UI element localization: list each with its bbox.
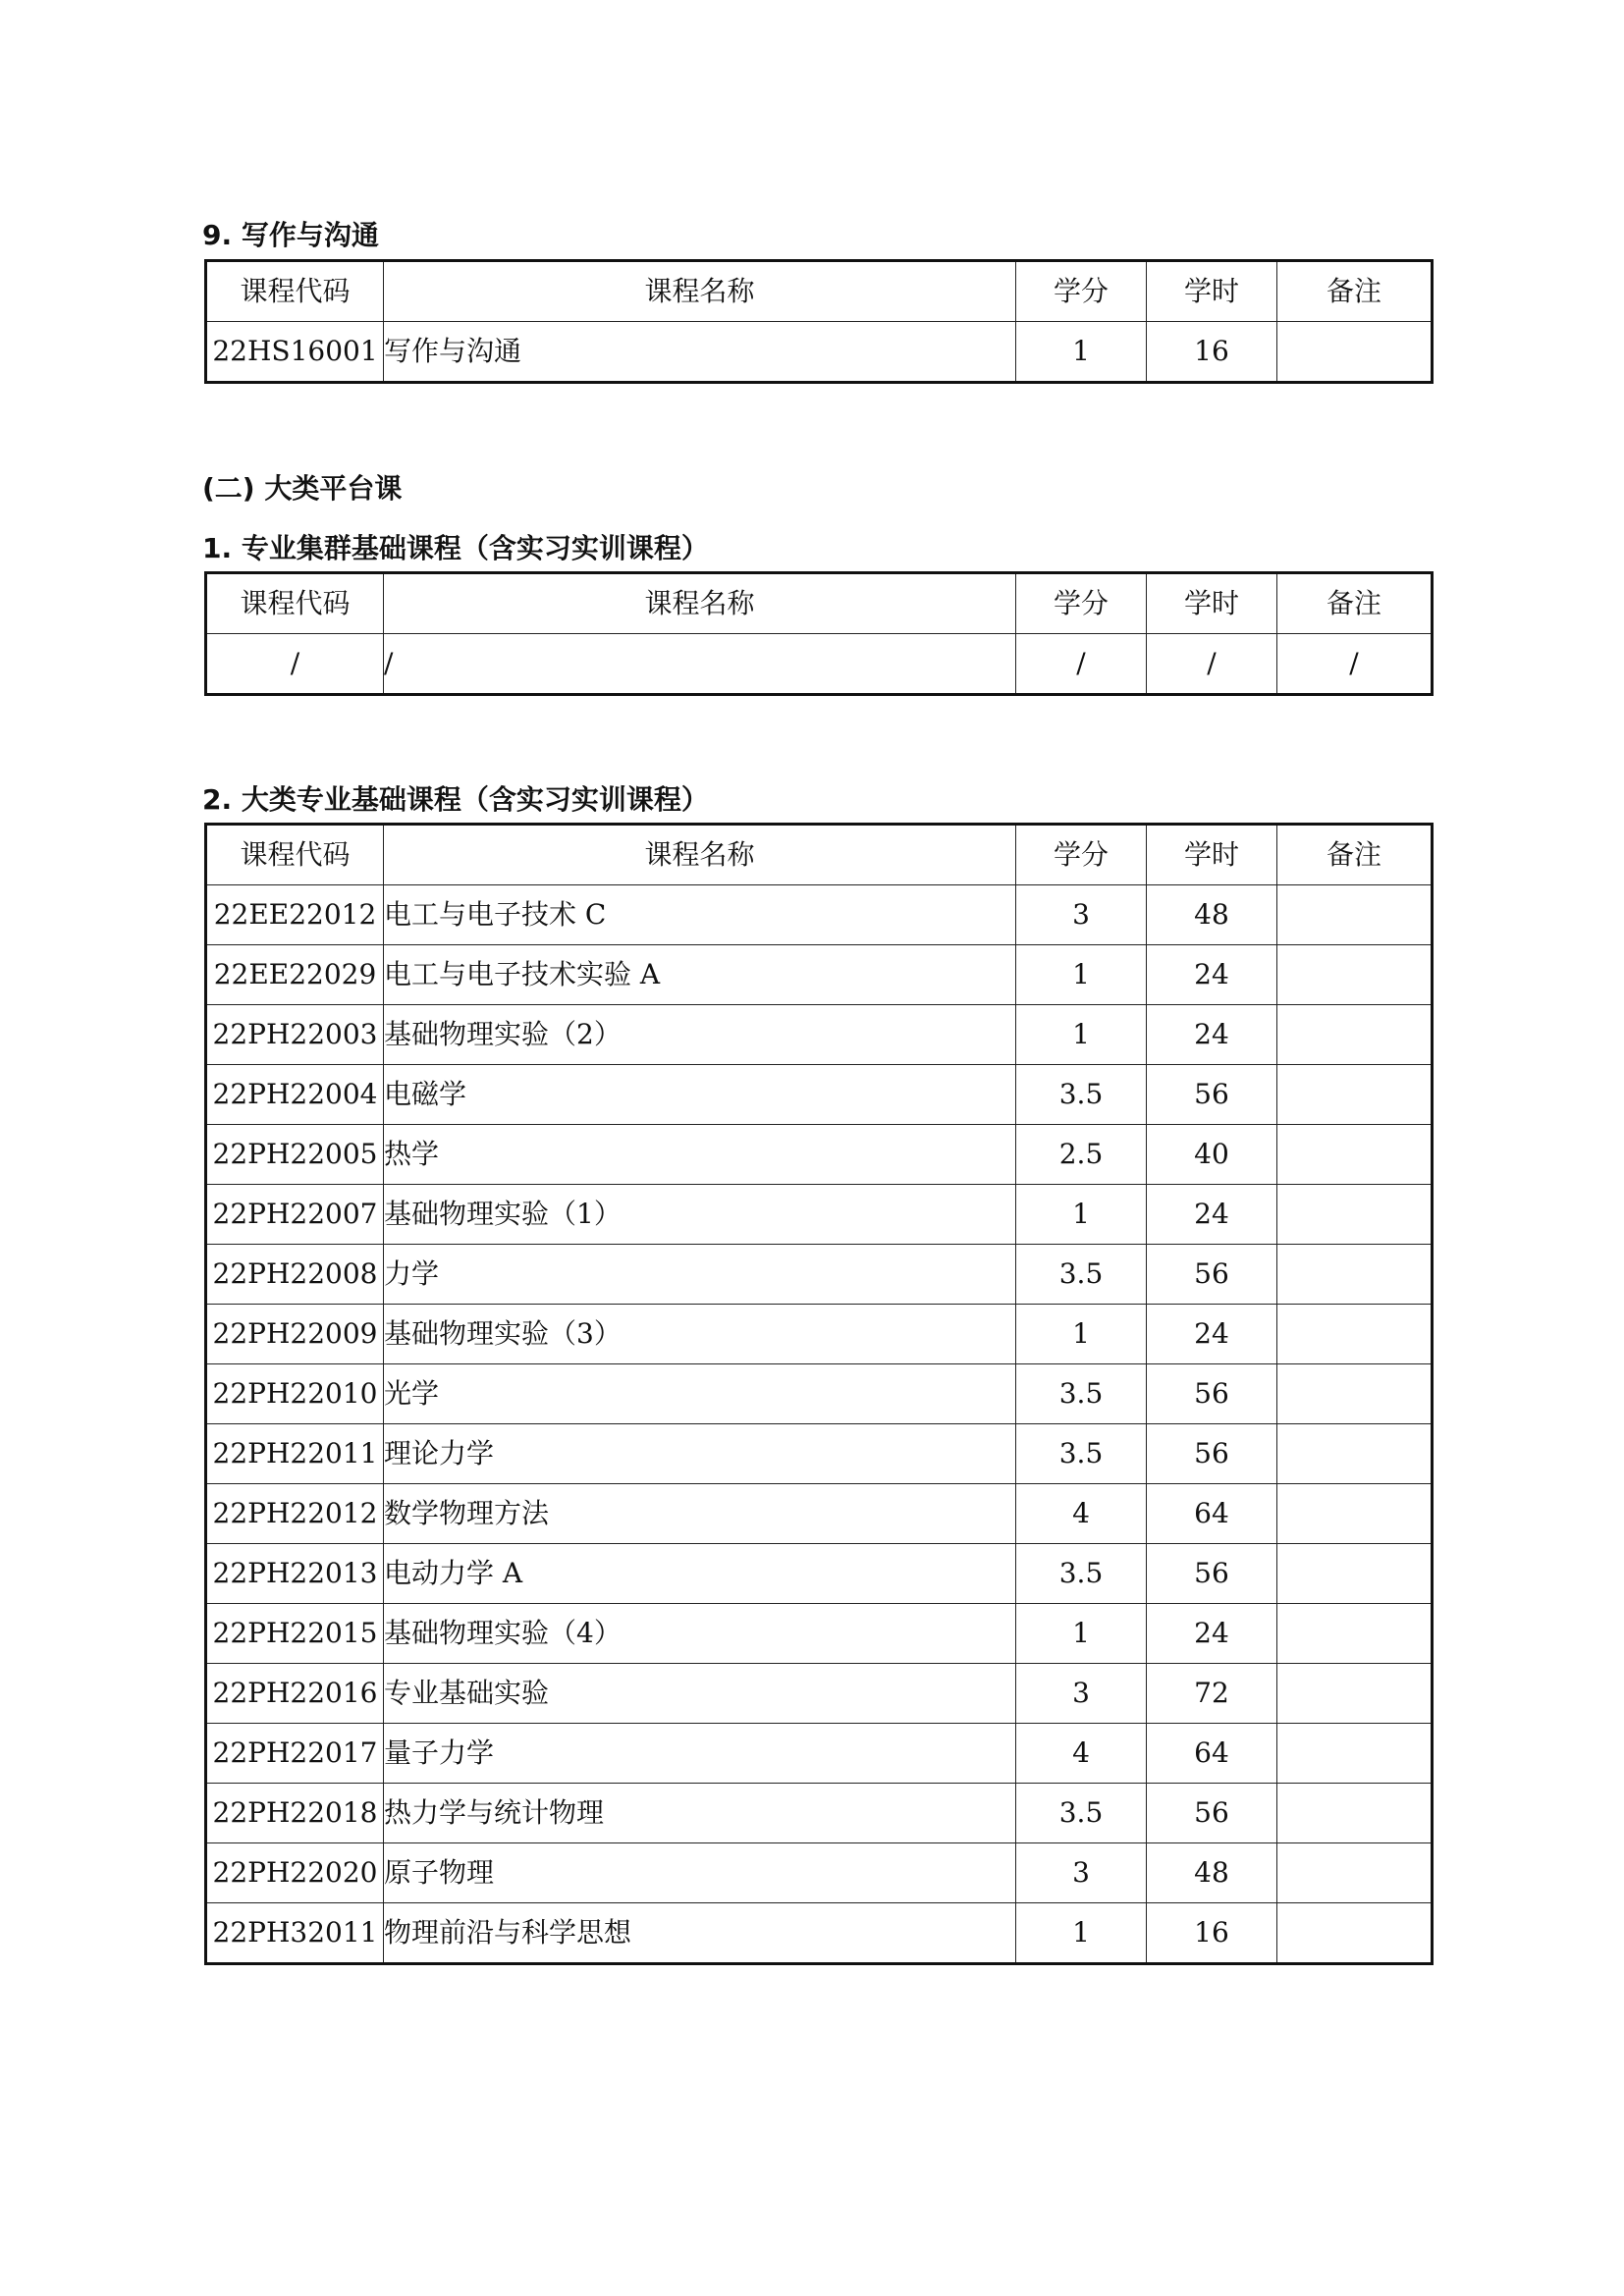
credit-cell: 1 <box>1016 1185 1147 1245</box>
hours-cell: 16 <box>1147 1903 1277 1964</box>
credit-cell: 3.5 <box>1016 1245 1147 1305</box>
writing-course-table <box>204 259 1434 384</box>
hours-cell: 48 <box>1147 885 1277 945</box>
hours-cell: 64 <box>1147 1724 1277 1784</box>
hours-cell: 24 <box>1147 1604 1277 1664</box>
note-cell <box>1277 1125 1433 1185</box>
column-header: 学时 <box>1147 825 1277 885</box>
cluster-course-table <box>204 571 1434 696</box>
course-name-cell: 电工与电子技术实验 A <box>384 945 1016 1005</box>
column-header: 学分 <box>1016 573 1147 634</box>
table-row <box>206 1065 1433 1125</box>
course-code-cell: 22EE22012 <box>206 885 384 945</box>
course-code-cell: 22EE22029 <box>206 945 384 1005</box>
course-name-cell: / <box>384 634 1016 695</box>
note-cell <box>1277 1544 1433 1604</box>
note-cell <box>1277 1604 1433 1664</box>
course-code-cell: 22PH22009 <box>206 1305 384 1364</box>
course-name-cell: 电动力学 A <box>384 1544 1016 1604</box>
table-row <box>206 885 1433 945</box>
major-basic-course-title: 2. 大类专业基础课程（含实习实训课程） <box>202 783 709 816</box>
note-cell <box>1277 945 1433 1005</box>
hours-cell: 24 <box>1147 1005 1277 1065</box>
course-name-cell: 专业基础实验 <box>384 1664 1016 1724</box>
course-name-cell: 基础物理实验（4） <box>384 1604 1016 1664</box>
table-header-row <box>206 261 1433 322</box>
table-row <box>206 1664 1433 1724</box>
section-9-title: 9. 写作与沟通 <box>202 219 379 251</box>
column-header: 备注 <box>1277 261 1433 322</box>
credit-cell: 3.5 <box>1016 1784 1147 1843</box>
credit-cell: 3.5 <box>1016 1364 1147 1424</box>
credit-cell: 3.5 <box>1016 1544 1147 1604</box>
table-row <box>206 1305 1433 1364</box>
table-row <box>206 1125 1433 1185</box>
course-name-cell: 物理前沿与科学思想 <box>384 1903 1016 1964</box>
course-name-cell: 数学物理方法 <box>384 1484 1016 1544</box>
credit-cell: 1 <box>1016 1005 1147 1065</box>
course-code-cell: 22PH22008 <box>206 1245 384 1305</box>
hours-cell: 72 <box>1147 1664 1277 1724</box>
hours-cell: 48 <box>1147 1843 1277 1903</box>
column-header: 学时 <box>1147 261 1277 322</box>
table-row <box>206 1604 1433 1664</box>
note-cell <box>1277 1424 1433 1484</box>
course-name-cell: 电工与电子技术 C <box>384 885 1016 945</box>
course-code-cell: 22HS16001 <box>206 322 384 383</box>
column-header: 备注 <box>1277 573 1433 634</box>
table-row <box>206 1843 1433 1903</box>
course-code-cell: 22PH32011 <box>206 1903 384 1964</box>
hours-cell: 56 <box>1147 1065 1277 1125</box>
credit-cell: 3.5 <box>1016 1424 1147 1484</box>
column-header: 课程名称 <box>384 573 1016 634</box>
table-header-row <box>206 825 1433 885</box>
course-code-cell: 22PH22004 <box>206 1065 384 1125</box>
credit-cell: / <box>1016 634 1147 695</box>
table-row <box>206 322 1433 383</box>
credit-cell: 3.5 <box>1016 1065 1147 1125</box>
table-row <box>206 1484 1433 1544</box>
table-row <box>206 945 1433 1005</box>
credit-cell: 3 <box>1016 1664 1147 1724</box>
hours-cell: 24 <box>1147 945 1277 1005</box>
credit-cell: 3 <box>1016 885 1147 945</box>
course-name-cell: 写作与沟通 <box>384 322 1016 383</box>
course-name-cell: 基础物理实验（2） <box>384 1005 1016 1065</box>
hours-cell: 56 <box>1147 1784 1277 1843</box>
credit-cell: 1 <box>1016 322 1147 383</box>
credit-cell: 1 <box>1016 945 1147 1005</box>
course-code-cell: 22PH22007 <box>206 1185 384 1245</box>
column-header: 学分 <box>1016 261 1147 322</box>
column-header: 学分 <box>1016 825 1147 885</box>
course-name-cell: 理论力学 <box>384 1424 1016 1484</box>
column-header: 备注 <box>1277 825 1433 885</box>
hours-cell: 56 <box>1147 1424 1277 1484</box>
major-basic-course-table <box>204 823 1434 1965</box>
hours-cell: 24 <box>1147 1305 1277 1364</box>
course-name-cell: 热力学与统计物理 <box>384 1784 1016 1843</box>
hours-cell: 56 <box>1147 1544 1277 1604</box>
table-row <box>206 1245 1433 1305</box>
course-code-cell: 22PH22020 <box>206 1843 384 1903</box>
cluster-course-title: 1. 专业集群基础课程（含实习实训课程） <box>202 532 709 564</box>
course-name-cell: 量子力学 <box>384 1724 1016 1784</box>
note-cell <box>1277 1245 1433 1305</box>
column-header: 课程名称 <box>384 825 1016 885</box>
table-header-row <box>206 573 1433 634</box>
table-row <box>206 1784 1433 1843</box>
note-cell <box>1277 1005 1433 1065</box>
course-name-cell: 光学 <box>384 1364 1016 1424</box>
table-row <box>206 1185 1433 1245</box>
table-row <box>206 1903 1433 1964</box>
course-name-cell: 力学 <box>384 1245 1016 1305</box>
course-code-cell: 22PH22011 <box>206 1424 384 1484</box>
hours-cell: / <box>1147 634 1277 695</box>
table-row <box>206 1424 1433 1484</box>
note-cell <box>1277 322 1433 383</box>
course-name-cell: 基础物理实验（1） <box>384 1185 1016 1245</box>
course-code-cell: 22PH22003 <box>206 1005 384 1065</box>
course-code-cell: 22PH22010 <box>206 1364 384 1424</box>
table-row <box>206 634 1433 695</box>
note-cell <box>1277 1185 1433 1245</box>
credit-cell: 4 <box>1016 1484 1147 1544</box>
table-row <box>206 1364 1433 1424</box>
table-row <box>206 1005 1433 1065</box>
course-code-cell: 22PH22016 <box>206 1664 384 1724</box>
column-header: 课程代码 <box>206 261 384 322</box>
column-header: 课程代码 <box>206 825 384 885</box>
course-code-cell: 22PH22005 <box>206 1125 384 1185</box>
column-header: 学时 <box>1147 573 1277 634</box>
credit-cell: 2.5 <box>1016 1125 1147 1185</box>
note-cell <box>1277 1843 1433 1903</box>
course-name-cell: 热学 <box>384 1125 1016 1185</box>
section-platform-title: (二) 大类平台课 <box>202 472 403 505</box>
column-header: 课程代码 <box>206 573 384 634</box>
hours-cell: 56 <box>1147 1364 1277 1424</box>
note-cell <box>1277 1903 1433 1964</box>
course-code-cell: / <box>206 634 384 695</box>
credit-cell: 1 <box>1016 1305 1147 1364</box>
column-header: 课程名称 <box>384 261 1016 322</box>
course-name-cell: 原子物理 <box>384 1843 1016 1903</box>
hours-cell: 56 <box>1147 1245 1277 1305</box>
hours-cell: 64 <box>1147 1484 1277 1544</box>
credit-cell: 1 <box>1016 1604 1147 1664</box>
hours-cell: 16 <box>1147 322 1277 383</box>
credit-cell: 4 <box>1016 1724 1147 1784</box>
note-cell: / <box>1277 634 1433 695</box>
table-row <box>206 1544 1433 1604</box>
hours-cell: 40 <box>1147 1125 1277 1185</box>
course-code-cell: 22PH22013 <box>206 1544 384 1604</box>
credit-cell: 3 <box>1016 1843 1147 1903</box>
course-name-cell: 基础物理实验（3） <box>384 1305 1016 1364</box>
course-name-cell: 电磁学 <box>384 1065 1016 1125</box>
course-code-cell: 22PH22012 <box>206 1484 384 1544</box>
note-cell <box>1277 1364 1433 1424</box>
note-cell <box>1277 1065 1433 1125</box>
note-cell <box>1277 1784 1433 1843</box>
note-cell <box>1277 1724 1433 1784</box>
note-cell <box>1277 885 1433 945</box>
course-code-cell: 22PH22017 <box>206 1724 384 1784</box>
course-code-cell: 22PH22018 <box>206 1784 384 1843</box>
note-cell <box>1277 1484 1433 1544</box>
note-cell <box>1277 1305 1433 1364</box>
note-cell <box>1277 1664 1433 1724</box>
table-row <box>206 1724 1433 1784</box>
hours-cell: 24 <box>1147 1185 1277 1245</box>
course-code-cell: 22PH22015 <box>206 1604 384 1664</box>
credit-cell: 1 <box>1016 1903 1147 1964</box>
